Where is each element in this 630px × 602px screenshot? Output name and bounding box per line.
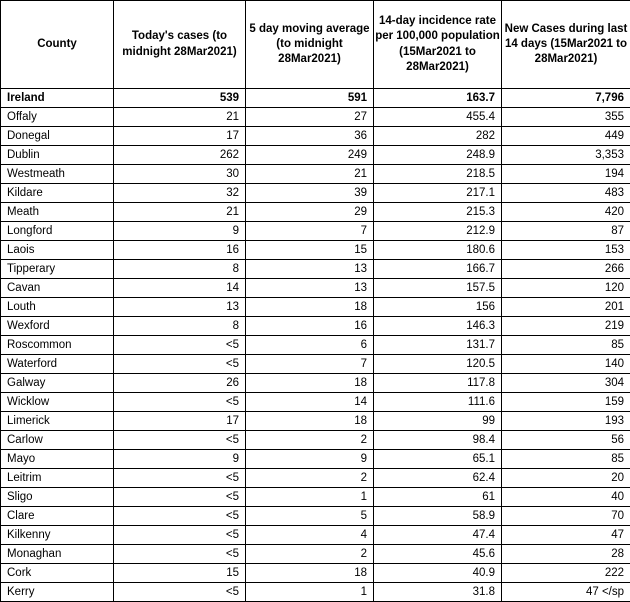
column-header-todays-cases: Today's cases (to midnight 28Mar2021): [114, 1, 246, 89]
table-row: [1, 108, 630, 127]
cell-todays-cases: <5: [114, 355, 246, 374]
cell-5-day-moving-average: 29: [246, 203, 374, 222]
cell-14-day-incidence-rate: 65.1: [374, 450, 502, 469]
cell-5-day-moving-average: 7: [246, 355, 374, 374]
cell-todays-cases: 17: [114, 127, 246, 146]
cell-new-cases-14-days: 153: [502, 241, 630, 260]
cell-new-cases-14-days: 20: [502, 469, 630, 488]
cell-5-day-moving-average: 249: [246, 146, 374, 165]
cell-14-day-incidence-rate: 166.7: [374, 260, 502, 279]
table-row: [1, 355, 630, 374]
cell-county: Kilkenny: [1, 526, 114, 545]
cell-county: Dublin: [1, 146, 114, 165]
column-header-14-day-incidence-rate: 14-day incidence rate per 100,000 population (15Mar2021 to 28Mar2021): [374, 1, 502, 89]
table-row: [1, 241, 630, 260]
column-header-county: County: [1, 1, 114, 89]
table-row: [1, 279, 630, 298]
cell-5-day-moving-average: 21: [246, 165, 374, 184]
cell-todays-cases: <5: [114, 431, 246, 450]
cell-14-day-incidence-rate: 455.4: [374, 108, 502, 127]
cell-new-cases-14-days: 40: [502, 488, 630, 507]
cell-todays-cases: <5: [114, 488, 246, 507]
cell-new-cases-14-days: 140: [502, 355, 630, 374]
cell-todays-cases: 9: [114, 450, 246, 469]
cell-5-day-moving-average: 13: [246, 279, 374, 298]
table-row: [1, 165, 630, 184]
cell-5-day-moving-average: 27: [246, 108, 374, 127]
table-row: [1, 203, 630, 222]
cell-14-day-incidence-rate: 61: [374, 488, 502, 507]
table-row: [1, 146, 630, 165]
cell-county: Westmeath: [1, 165, 114, 184]
cell-todays-cases: <5: [114, 507, 246, 526]
cell-14-day-incidence-rate: 215.3: [374, 203, 502, 222]
table-row: [1, 507, 630, 526]
table-row: [1, 260, 630, 279]
table-row: [1, 564, 630, 583]
cell-14-day-incidence-rate: 217.1: [374, 184, 502, 203]
cell-todays-cases: 17: [114, 412, 246, 431]
cell-5-day-moving-average: 1: [246, 488, 374, 507]
table-row: [1, 488, 630, 507]
table-row: [1, 412, 630, 431]
cell-county: Donegal: [1, 127, 114, 146]
cell-new-cases-14-days: 47: [502, 526, 630, 545]
table-row: [1, 317, 630, 336]
cell-county: Meath: [1, 203, 114, 222]
cell-todays-cases: 262: [114, 146, 246, 165]
cell-county: Kerry: [1, 583, 114, 602]
cell-county: Galway: [1, 374, 114, 393]
cell-todays-cases: 15: [114, 564, 246, 583]
cell-new-cases-14-days: 201: [502, 298, 630, 317]
cell-5-day-moving-average: 18: [246, 298, 374, 317]
cell-14-day-incidence-rate: 58.9: [374, 507, 502, 526]
cell-14-day-incidence-rate: 111.6: [374, 393, 502, 412]
cell-todays-cases: <5: [114, 545, 246, 564]
cell-new-cases-14-days: 219: [502, 317, 630, 336]
cell-county: Cavan: [1, 279, 114, 298]
cell-14-day-incidence-rate: 218.5: [374, 165, 502, 184]
cell-county: Offaly: [1, 108, 114, 127]
cell-county: Roscommon: [1, 336, 114, 355]
cell-5-day-moving-average: 13: [246, 260, 374, 279]
cell-new-cases-14-days: 7,796: [502, 89, 630, 108]
cell-new-cases-14-days: 193: [502, 412, 630, 431]
cell-5-day-moving-average: 18: [246, 564, 374, 583]
cell-14-day-incidence-rate: 131.7: [374, 336, 502, 355]
table-row: [1, 127, 630, 146]
cell-todays-cases: 9: [114, 222, 246, 241]
cell-new-cases-14-days: 355: [502, 108, 630, 127]
table-row: [1, 184, 630, 203]
cell-county: Louth: [1, 298, 114, 317]
cell-todays-cases: 32: [114, 184, 246, 203]
cell-5-day-moving-average: 36: [246, 127, 374, 146]
cell-county: Kildare: [1, 184, 114, 203]
cell-todays-cases: <5: [114, 526, 246, 545]
cell-14-day-incidence-rate: 98.4: [374, 431, 502, 450]
cell-new-cases-14-days: 28: [502, 545, 630, 564]
cell-todays-cases: 26: [114, 374, 246, 393]
cell-todays-cases: 8: [114, 317, 246, 336]
cell-todays-cases: <5: [114, 336, 246, 355]
cell-14-day-incidence-rate: 31.8: [374, 583, 502, 602]
table-body: [1, 89, 630, 602]
cell-county: Limerick: [1, 412, 114, 431]
table-row-total: [1, 89, 630, 108]
cell-county: Mayo: [1, 450, 114, 469]
table-row: [1, 526, 630, 545]
cell-todays-cases: <5: [114, 469, 246, 488]
cell-new-cases-14-days: 222: [502, 564, 630, 583]
cell-14-day-incidence-rate: 248.9: [374, 146, 502, 165]
cell-5-day-moving-average: 2: [246, 431, 374, 450]
cell-county: Laois: [1, 241, 114, 260]
cell-county: Carlow: [1, 431, 114, 450]
table-header-row: [1, 1, 630, 89]
cell-county: Wexford: [1, 317, 114, 336]
cell-14-day-incidence-rate: 156: [374, 298, 502, 317]
cell-14-day-incidence-rate: 163.7: [374, 89, 502, 108]
cell-5-day-moving-average: 5: [246, 507, 374, 526]
cell-new-cases-14-days: 85: [502, 336, 630, 355]
cell-county: Wicklow: [1, 393, 114, 412]
table-row: [1, 222, 630, 241]
cell-14-day-incidence-rate: 99: [374, 412, 502, 431]
cell-county: Leitrim: [1, 469, 114, 488]
table-row: [1, 450, 630, 469]
cell-new-cases-14-days: 85: [502, 450, 630, 469]
cell-new-cases-14-days: 56: [502, 431, 630, 450]
table-row: [1, 431, 630, 450]
cell-new-cases-14-days: 304: [502, 374, 630, 393]
cell-5-day-moving-average: 18: [246, 412, 374, 431]
cell-new-cases-14-days: 3,353: [502, 146, 630, 165]
cell-14-day-incidence-rate: 47.4: [374, 526, 502, 545]
cell-5-day-moving-average: 1: [246, 583, 374, 602]
cell-county: Sligo: [1, 488, 114, 507]
cell-new-cases-14-days: 70: [502, 507, 630, 526]
cell-14-day-incidence-rate: 45.6: [374, 545, 502, 564]
cell-14-day-incidence-rate: 40.9: [374, 564, 502, 583]
cell-5-day-moving-average: 7: [246, 222, 374, 241]
cell-5-day-moving-average: 18: [246, 374, 374, 393]
cell-14-day-incidence-rate: 282: [374, 127, 502, 146]
cell-todays-cases: 14: [114, 279, 246, 298]
cell-5-day-moving-average: 39: [246, 184, 374, 203]
cell-14-day-incidence-rate: 117.8: [374, 374, 502, 393]
cell-14-day-incidence-rate: 212.9: [374, 222, 502, 241]
cell-14-day-incidence-rate: 120.5: [374, 355, 502, 374]
table-row: [1, 469, 630, 488]
cell-new-cases-14-days: 420: [502, 203, 630, 222]
table-row: [1, 298, 630, 317]
cell-county: Tipperary: [1, 260, 114, 279]
cell-todays-cases: <5: [114, 393, 246, 412]
cell-5-day-moving-average: 15: [246, 241, 374, 260]
cell-14-day-incidence-rate: 146.3: [374, 317, 502, 336]
cell-new-cases-14-days: 47 </sp: [502, 583, 630, 602]
cell-county: Monaghan: [1, 545, 114, 564]
cell-county: Ireland: [1, 89, 114, 108]
cell-5-day-moving-average: 9: [246, 450, 374, 469]
cell-todays-cases: 16: [114, 241, 246, 260]
cell-5-day-moving-average: 6: [246, 336, 374, 355]
table-header: [1, 1, 630, 89]
cell-todays-cases: 21: [114, 203, 246, 222]
cell-5-day-moving-average: 4: [246, 526, 374, 545]
cell-todays-cases: 21: [114, 108, 246, 127]
cell-county: Cork: [1, 564, 114, 583]
cell-5-day-moving-average: 14: [246, 393, 374, 412]
cell-county: Clare: [1, 507, 114, 526]
table-row: [1, 393, 630, 412]
cell-5-day-moving-average: 591: [246, 89, 374, 108]
cell-5-day-moving-average: 16: [246, 317, 374, 336]
cell-todays-cases: 8: [114, 260, 246, 279]
cell-14-day-incidence-rate: 157.5: [374, 279, 502, 298]
cell-county: Longford: [1, 222, 114, 241]
cell-new-cases-14-days: 159: [502, 393, 630, 412]
table-row: [1, 336, 630, 355]
cell-new-cases-14-days: 120: [502, 279, 630, 298]
cell-5-day-moving-average: 2: [246, 545, 374, 564]
cell-todays-cases: 539: [114, 89, 246, 108]
column-header-5-day-moving-average: 5 day moving average (to midnight 28Mar2021): [246, 1, 374, 89]
cell-new-cases-14-days: 194: [502, 165, 630, 184]
cell-todays-cases: <5: [114, 583, 246, 602]
cell-county: Waterford: [1, 355, 114, 374]
cell-todays-cases: 30: [114, 165, 246, 184]
column-header-new-cases-14-days: New Cases during last 14 days (15Mar2021 to 28Mar2021): [502, 1, 630, 89]
table-row: [1, 374, 630, 393]
cell-new-cases-14-days: 266: [502, 260, 630, 279]
cell-14-day-incidence-rate: 180.6: [374, 241, 502, 260]
table-row: [1, 583, 630, 602]
cell-new-cases-14-days: 449: [502, 127, 630, 146]
cell-14-day-incidence-rate: 62.4: [374, 469, 502, 488]
table-row: [1, 545, 630, 564]
cell-todays-cases: 13: [114, 298, 246, 317]
cell-5-day-moving-average: 2: [246, 469, 374, 488]
cell-new-cases-14-days: 483: [502, 184, 630, 203]
cell-new-cases-14-days: 87: [502, 222, 630, 241]
